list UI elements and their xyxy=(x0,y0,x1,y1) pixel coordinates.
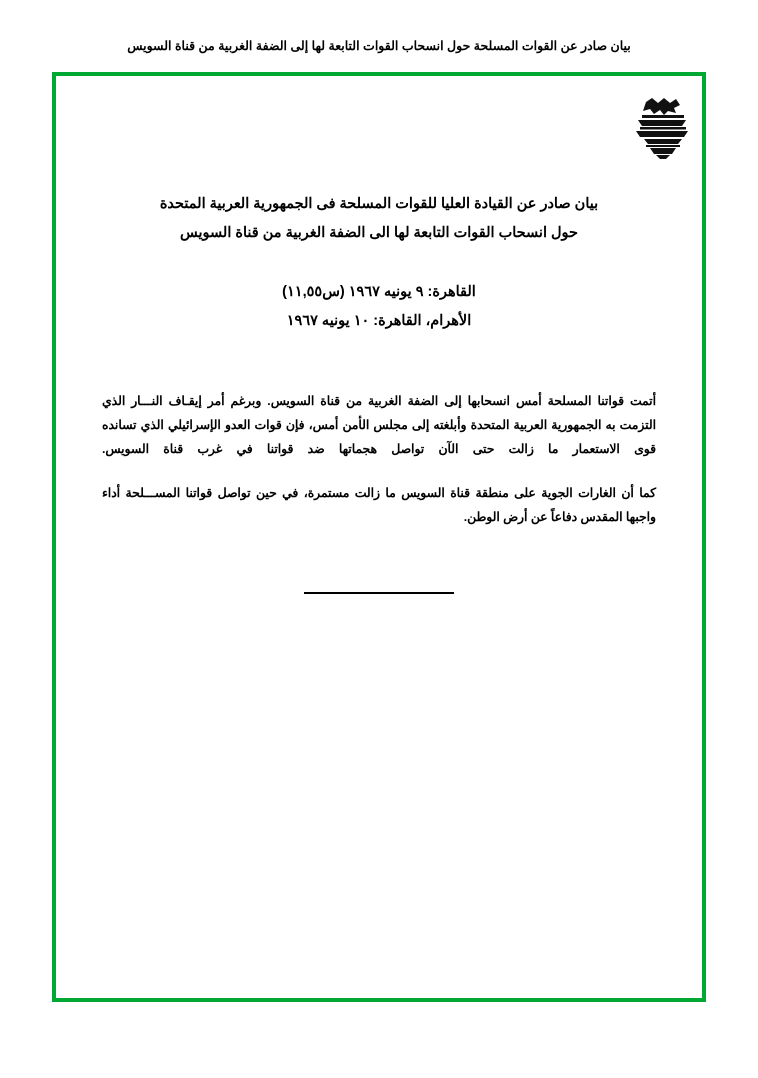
document-title-block xyxy=(102,190,656,248)
document-body xyxy=(102,390,656,530)
divider-wrapper xyxy=(102,592,656,594)
horizontal-rule xyxy=(304,592,454,594)
document-place-date: القاهرة: ٩ يونيه ١٩٦٧ (س١١,٥٥) xyxy=(282,284,476,300)
document-header-caption: بيان صادر عن القوات المسلحة حول انسحاب القوات التابعة لها إلى الضفة الغربية من قناة السويس xyxy=(127,39,631,53)
body-paragraph-1: أتمت قواتنا المسلحة أمس انسحابها إلى الضفة الغربية من قناة السويس. وبرغم أمر إيقـاف النـــار الذي التزمت به الجمهورية العربية المتحدة وأبلغته إلى مجلس الأمن أمس، فإن قوات العدو الإسرائيلي الذي تسانده قوى الاستعمار ما زالت حتى الآن تواصل هجماتها ضد قواتنا في غرب قناة السويس. xyxy=(102,394,656,456)
document-source-date: الأهرام، القاهرة: ١٠ يونيه ١٩٦٧ xyxy=(286,313,472,329)
frame-content xyxy=(56,76,702,998)
national-emblem-seal-icon xyxy=(616,96,702,162)
document-title-line-1: بيان صادر عن القيادة العليا للقوات المسلحة فى الجمهورية العربية المتحدة xyxy=(159,196,599,212)
document-meta-block xyxy=(102,278,656,336)
green-border-frame xyxy=(52,72,706,1002)
body-paragraph-2: كما أن الغارات الجوية على منطقة قناة السويس ما زالت مستمرة، في حين تواصل قواتنا المســـلحة أداء واجبها المقدس دفاعاً عن أرض الوطن. xyxy=(102,485,656,524)
document-title-line-2: حول انسحاب القوات التابعة لها الى الضفة الغربية من قناة السويس xyxy=(179,225,579,241)
